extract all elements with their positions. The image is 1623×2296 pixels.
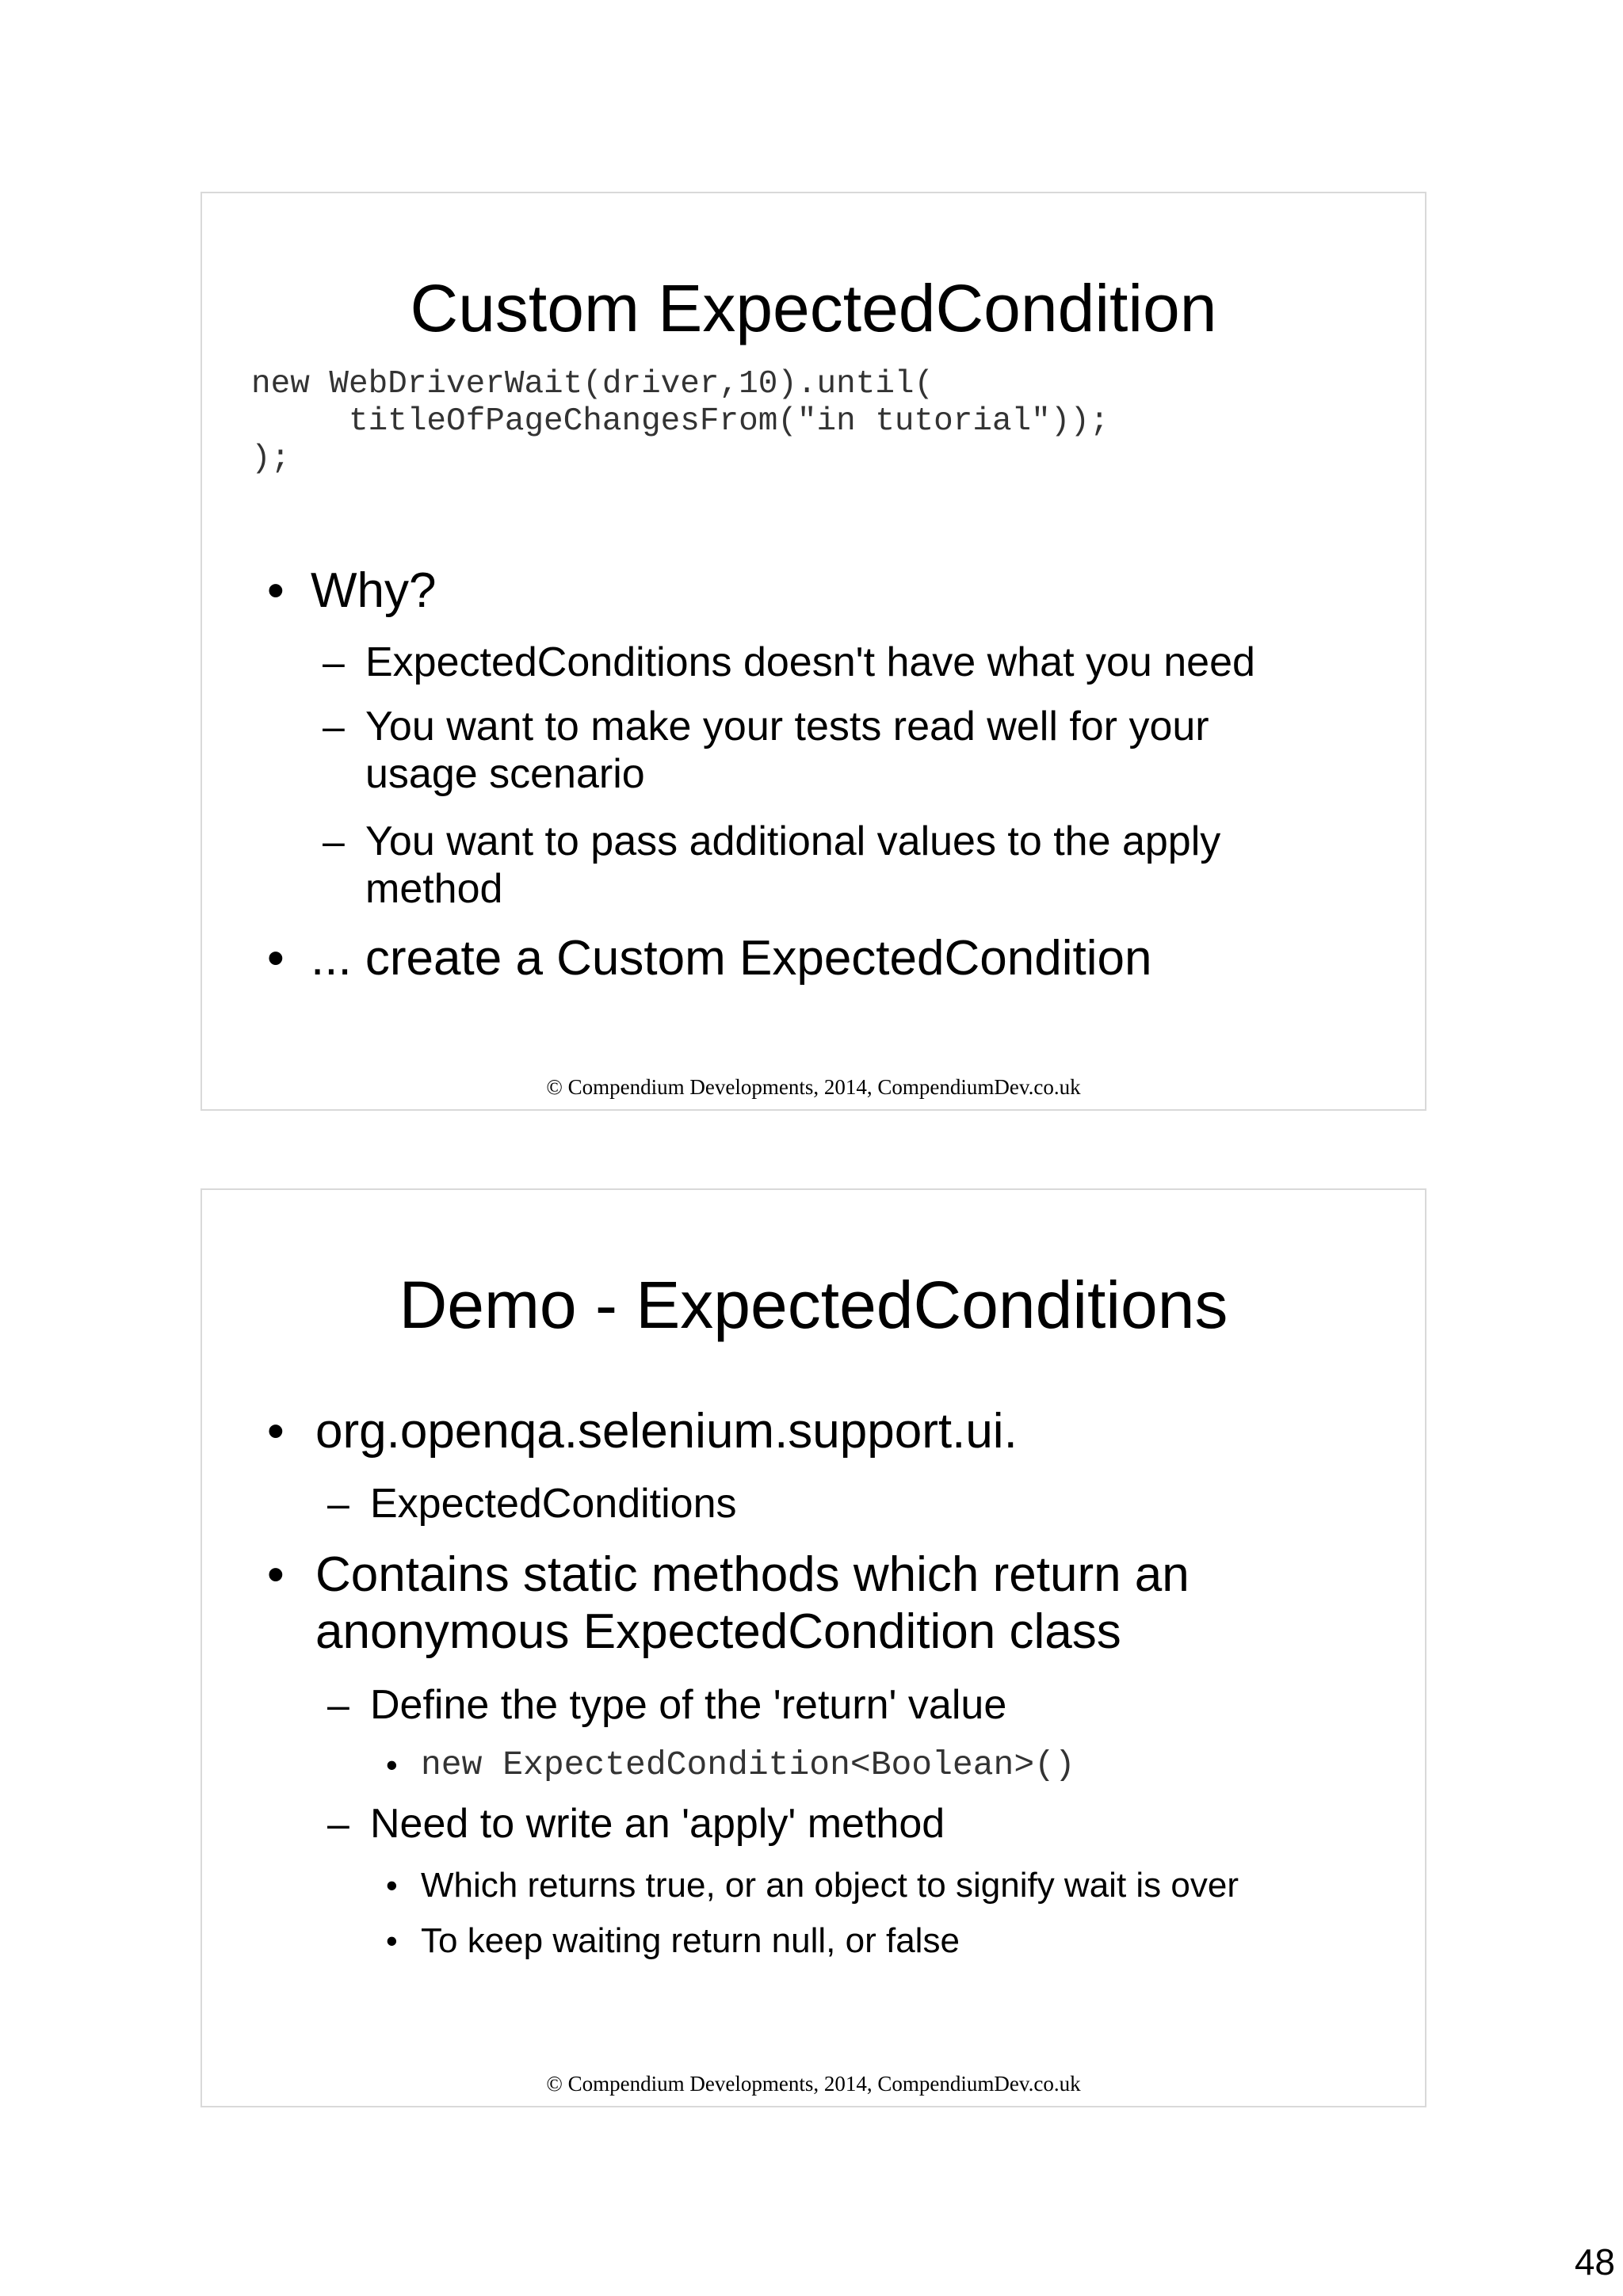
code-line: new WebDriverWait(driver,10).until( [251, 366, 934, 402]
dash-icon: – [323, 819, 345, 864]
bullet-icon: • [267, 563, 285, 618]
bullet-icon: • [386, 1867, 398, 1904]
bullet-text: Why? [311, 563, 437, 618]
dash-icon: – [327, 1482, 349, 1526]
bullet-icon: • [267, 931, 285, 986]
code-line: ); [251, 441, 291, 477]
bullet-icon: • [267, 1404, 285, 1459]
subitem-text: You want to make your tests read well for your [365, 704, 1209, 749]
bullet-text: ... create a Custom ExpectedCondition [311, 931, 1152, 986]
code-example: new ExpectedCondition<Boolean>() [421, 1745, 1075, 1784]
page-number: 48 [1574, 2241, 1615, 2283]
bullet-text: Contains static methods which return an [315, 1547, 1190, 1602]
dash-icon: – [327, 1683, 349, 1727]
bullet-icon: • [267, 1547, 285, 1602]
slide-demo-expected-conditions [200, 1188, 1426, 2107]
code-snippet [251, 366, 1109, 478]
subitem-text: Define the type of the 'return' value [370, 1682, 1007, 1728]
slide-title: Custom ExpectedCondition [410, 271, 1217, 345]
code-line: titleOfPageChangesFrom("in tutorial")); [251, 403, 1109, 440]
bullet-text: org.openqa.selenium.support.ui. [315, 1404, 1018, 1459]
bullet-icon: • [386, 1746, 398, 1783]
subitem-text: ExpectedConditions [370, 1481, 737, 1527]
slide-footer: © Compendium Developments, 2014, CompendiumDev.co.uk [546, 2072, 1081, 2096]
subsubitem-text: To keep waiting return null, or false [421, 1921, 960, 1960]
slide-custom-expected-condition [200, 192, 1426, 1111]
subitem-text: ExpectedConditions doesn't have what you need [365, 639, 1255, 685]
subitem-text: Need to write an 'apply' method [370, 1801, 945, 1847]
subitem-text: method [365, 866, 503, 912]
bullet-text: anonymous ExpectedCondition class [315, 1604, 1121, 1659]
slide-title: Demo - ExpectedConditions [399, 1268, 1228, 1342]
dash-icon: – [323, 704, 345, 749]
subitem-text: You want to pass additional values to the apply [365, 818, 1221, 864]
subitem-text: usage scenario [365, 751, 645, 797]
dash-icon: – [323, 640, 345, 685]
dash-icon: – [327, 1802, 349, 1846]
subsubitem-text: Which returns true, or an object to signify wait is over [421, 1866, 1239, 1905]
bullet-icon: • [386, 1922, 398, 1959]
slide-footer: © Compendium Developments, 2014, CompendiumDev.co.uk [546, 1075, 1081, 1099]
